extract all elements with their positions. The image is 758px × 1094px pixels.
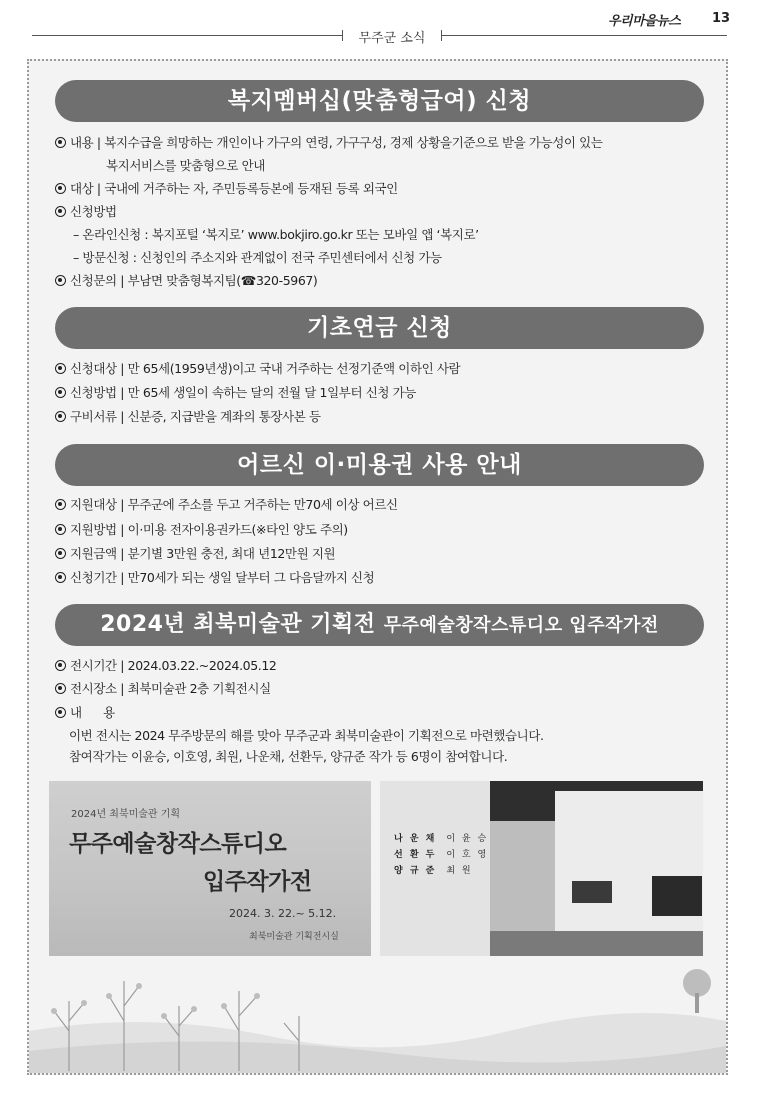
gallery-interior-photo — [380, 781, 703, 956]
list-item: 대상 | 국내에 거주하는 자, 주민등록등본에 등재된 등록 외국인 — [55, 179, 398, 197]
artist-row: 나 운 채 이 윤 승 — [394, 834, 489, 844]
bullet-icon — [55, 660, 66, 671]
list-item: 신청방법 — [55, 202, 117, 220]
list-item: 내 용 — [55, 703, 115, 721]
list-item: 지원대상 | 무주군에 주소를 두고 거주하는 만70세 이상 어르신 — [55, 495, 398, 513]
list-item-continuation: 복지서비스를 맞춤형으로 안내 — [106, 158, 265, 173]
exhibition-title-sub: 무주예술창작스튜디오 입주작가전 — [383, 615, 659, 636]
section-title-exhibition — [55, 604, 704, 646]
gallery-floor — [490, 931, 703, 956]
bullet-icon — [55, 683, 66, 694]
bullet-icon — [55, 206, 66, 217]
page-number: 13 — [712, 11, 731, 26]
header-rule-left — [32, 35, 342, 36]
section-label: 무주군 소식 — [358, 31, 426, 46]
exhibition-description: 참여작가는 이윤승, 이호영, 최원, 나운채, 선환두, 양규준 작가 등 6명이 참여합니다. — [69, 749, 508, 764]
list-item: 전시기간 | 2024.03.22.~2024.05.12 — [55, 656, 276, 674]
artist-row: 선 환 두 이 호 영 — [394, 850, 489, 860]
content-frame — [27, 59, 728, 1075]
bullet-icon — [55, 387, 66, 398]
exhibition-description: 이번 전시는 2024 무주방문의 해를 맞아 무주군과 최북미술관이 기획전으로 마련했습니다. — [69, 728, 544, 743]
exhibition-title-main: 2024년 최북미술관 기획전 — [100, 612, 376, 637]
sub-list-item: – 방문신청 : 신청인의 주소지와 관계없이 전국 주민센터에서 신청 가능 — [73, 250, 442, 265]
list-item: 신청기간 | 만70세가 되는 생일 달부터 그 다음달까지 신청 — [55, 568, 374, 586]
exhibition-poster-photo — [49, 781, 371, 956]
poster-title-line2: 입주작가전 — [203, 868, 312, 895]
header-rule-right — [442, 35, 727, 36]
list-item: 내용 | 복지수급을 희망하는 개인이나 가구의 연령, 가구구성, 경제 상황을기준으로 받을 가능성이 있는 — [55, 133, 603, 151]
gallery-corridor — [490, 821, 555, 931]
list-item: 신청방법 | 만 65세 생일이 속하는 달의 전월 달 1일부터 신청 가능 — [55, 383, 416, 401]
bullet-icon — [55, 363, 66, 374]
bullet-icon — [55, 572, 66, 583]
bullet-icon — [55, 707, 66, 718]
bullet-icon — [55, 275, 66, 286]
list-item: 지원금액 | 분기별 3만원 충전, 최대 년12만원 지원 — [55, 544, 335, 562]
newsletter-brand: 우리마을뉴스 — [608, 14, 681, 29]
sub-list-item: – 온라인신청 : 복지포털 ‘복지로’ www.bokjiro.go.kr 또는 모바일 앱 ‘복지로’ — [73, 227, 479, 242]
bullet-icon — [55, 548, 66, 559]
artist-name-board — [394, 831, 488, 879]
artist-row: 양 규 준 최 원 — [394, 866, 473, 876]
decorative-landscape-illustration — [29, 961, 726, 1073]
section-title-basic-pension: 기초연금 신청 — [55, 307, 704, 349]
bullet-icon — [55, 183, 66, 194]
poster-title-line1: 무주예술창작스튜디오 — [69, 830, 287, 857]
list-item: 신청문의 | 부남면 맞춤형복지팀(☎320-5967) — [55, 271, 317, 289]
list-item: 지원방법 | 이·미용 전자이용권카드(※타인 양도 주의) — [55, 520, 348, 538]
list-item: 전시장소 | 최북미술관 2층 기획전시실 — [55, 679, 271, 697]
section-title-welfare-membership: 복지멤버십(맞춤형급여) 신청 — [55, 80, 704, 122]
poster-subtitle: 2024년 최북미술관 기획 — [71, 809, 181, 820]
artwork-frame — [652, 876, 702, 916]
bullet-icon — [55, 499, 66, 510]
bullet-icon — [55, 524, 66, 535]
bullet-icon — [55, 411, 66, 422]
list-item: 신청대상 | 만 65세(1959년생)이고 국내 거주하는 선정기준액 이하인 사람 — [55, 359, 460, 377]
poster-date: 2024. 3. 22.~ 5.12. — [229, 907, 337, 920]
section-title-senior-beauty-voucher: 어르신 이·미용권 사용 안내 — [55, 444, 704, 486]
page-header — [0, 0, 758, 50]
list-item: 구비서류 | 신분증, 지급받을 계좌의 통장사본 등 — [55, 407, 321, 425]
poster-venue: 최북미술관 기획전시실 — [249, 932, 339, 942]
artwork-frame — [572, 881, 612, 903]
bullet-icon — [55, 137, 66, 148]
